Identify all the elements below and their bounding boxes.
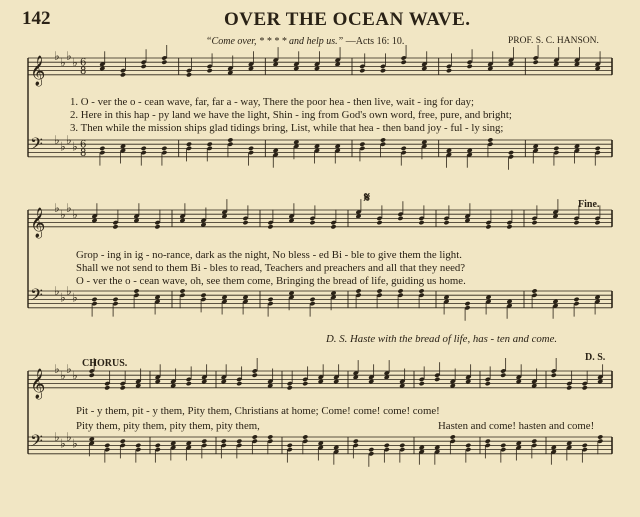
verse-2-line-a: 2. Here in this hap - py land we have the light, Shin - ing from God's own word, free, pure, and bright; xyxy=(70,109,512,121)
bass-note xyxy=(155,443,161,448)
treble-note xyxy=(434,377,440,382)
treble-note xyxy=(267,224,273,229)
treble-note xyxy=(566,385,572,390)
bass-clef: 𝄢 xyxy=(30,284,43,309)
treble-note xyxy=(309,220,315,225)
treble-note xyxy=(186,381,192,386)
bass-note xyxy=(368,447,374,452)
bass-note xyxy=(531,439,537,444)
bass-note xyxy=(120,439,126,444)
bass-note xyxy=(221,439,227,444)
treble-note xyxy=(112,224,118,229)
chorus-heading: CHORUS. xyxy=(82,358,128,369)
bass-note xyxy=(141,146,147,151)
bass-note xyxy=(200,293,206,298)
bass-note xyxy=(500,443,506,448)
bass-note xyxy=(487,137,493,142)
treble-note xyxy=(359,68,365,73)
treble-note xyxy=(330,224,336,229)
bass-clef: 𝄢 xyxy=(30,430,43,455)
bass-note xyxy=(380,137,386,142)
bass-note xyxy=(418,288,424,293)
treble-note xyxy=(376,220,382,225)
key-flat: ♭ xyxy=(60,290,66,305)
bass-note xyxy=(112,297,118,302)
treble-note xyxy=(573,220,579,225)
bass-note xyxy=(133,288,139,293)
bass-note xyxy=(582,443,588,448)
key-flat: ♭ xyxy=(60,436,66,451)
bass-note xyxy=(397,288,403,293)
bass-note xyxy=(186,142,192,147)
treble-note xyxy=(154,224,160,229)
treble-note xyxy=(161,60,167,65)
bass-note xyxy=(302,434,308,439)
bass-note xyxy=(597,434,603,439)
composer-credit: PROF. S. C. HANSON. xyxy=(508,36,599,46)
bass-note xyxy=(135,443,141,448)
treble-note xyxy=(531,220,537,225)
hymn-title: OVER THE OCEAN WAVE. xyxy=(224,9,471,30)
treble-note xyxy=(397,216,403,221)
key-flat: ♭ xyxy=(66,201,72,215)
verse-1-line-b: Grop - ing in ig - no-rance, dark as the night, No bless - ed Bi - ble to give them the light. xyxy=(76,249,462,261)
bass-note xyxy=(99,146,105,151)
bass-note xyxy=(401,146,407,151)
treble-note xyxy=(287,385,293,390)
chorus-treble-text: Pit - y them, pit - y them, Pity them, Christians at home; Come! come! come! come! xyxy=(76,405,440,417)
bass-note xyxy=(179,288,185,293)
treble-note xyxy=(380,68,386,73)
bass-note xyxy=(355,288,361,293)
treble-note xyxy=(467,64,473,69)
bass-note xyxy=(267,297,273,302)
bass-clef: 𝄢 xyxy=(30,133,43,158)
key-flat: ♭ xyxy=(72,139,78,154)
key-flat: ♭ xyxy=(72,290,78,305)
bass-note xyxy=(236,439,242,444)
key-flat: ♭ xyxy=(72,207,78,222)
key-flat: ♭ xyxy=(72,436,78,451)
treble-note xyxy=(141,64,147,69)
key-flat: ♭ xyxy=(54,201,60,215)
bass-note xyxy=(201,439,207,444)
key-flat: ♭ xyxy=(72,55,78,70)
scripture-quote: “Come over, * * * * and help us.” xyxy=(206,36,344,47)
treble-note xyxy=(485,224,491,229)
treble-note xyxy=(401,60,407,65)
bass-note xyxy=(252,434,258,439)
bass-note xyxy=(485,439,491,444)
time-sig: 8 xyxy=(80,65,87,77)
key-flat: ♭ xyxy=(60,55,66,70)
chorus-bass-text-left: Pity them, pity them, pity them, pity them, xyxy=(76,420,260,432)
treble-note xyxy=(485,381,491,386)
treble-note xyxy=(207,68,213,73)
bass-note xyxy=(227,137,233,142)
bass-note xyxy=(353,439,359,444)
treble-note xyxy=(446,68,452,73)
time-sig: 6 xyxy=(80,57,87,69)
key-flat: ♭ xyxy=(54,133,60,147)
key-flat: ♭ xyxy=(60,368,66,383)
treble-note xyxy=(120,72,126,77)
bass-note xyxy=(399,443,405,448)
treble-clef: 𝄞 xyxy=(30,368,46,399)
treble-note xyxy=(120,385,126,390)
bass-note xyxy=(376,288,382,293)
bass-note xyxy=(573,297,579,302)
bass-note xyxy=(207,142,213,147)
treble-note xyxy=(551,373,557,378)
key-flat: ♭ xyxy=(66,133,72,147)
key-flat: ♭ xyxy=(66,362,72,376)
bass-note xyxy=(287,443,293,448)
bass-note xyxy=(465,443,471,448)
bass-note xyxy=(104,443,110,448)
segno-sign: 𝄋 xyxy=(364,191,371,206)
bass-note xyxy=(450,434,456,439)
treble-note xyxy=(89,373,95,378)
ds-mark: D. S. xyxy=(585,352,606,363)
key-flat: ♭ xyxy=(54,362,60,376)
verse-2-line-b: Shall we not send to them Bi - bles to read, Teachers and preachers and all that they need? xyxy=(76,262,466,274)
treble-note xyxy=(419,381,425,386)
treble-note xyxy=(302,381,308,386)
treble-note xyxy=(582,385,588,390)
verse-3-line-a: 3. Then while the mission ships glad tidings bring, List, while that hea - then band joy - ful - ly sing; xyxy=(70,122,504,134)
key-flat: ♭ xyxy=(66,49,72,63)
bass-note xyxy=(161,146,167,151)
treble-clef: 𝄞 xyxy=(30,207,46,238)
key-flat: ♭ xyxy=(66,284,72,298)
treble-note xyxy=(506,224,512,229)
fine-mark: Fine. xyxy=(578,199,600,210)
treble-note xyxy=(242,220,248,225)
bass-note xyxy=(267,434,273,439)
key-flat: ♭ xyxy=(60,139,66,154)
key-flat: ♭ xyxy=(54,284,60,298)
bass-note xyxy=(359,142,365,147)
treble-note xyxy=(252,373,258,378)
treble-note xyxy=(500,373,506,378)
chorus-bass-text-right: Hasten and come! hasten and come! xyxy=(438,420,595,432)
time-sig: 6 xyxy=(80,139,87,151)
key-flat: ♭ xyxy=(54,49,60,63)
bass-note xyxy=(91,297,97,302)
treble-note xyxy=(186,72,192,77)
scripture-line xyxy=(206,36,404,47)
key-flat: ♭ xyxy=(54,430,60,444)
bass-note xyxy=(595,146,601,151)
treble-note xyxy=(443,220,449,225)
treble-note xyxy=(594,220,600,225)
scripture-ref: —Acts 16: 10. xyxy=(345,36,405,47)
ds-refrain-line: D. S. Haste with the bread of life, has - ten and come. xyxy=(326,333,558,345)
key-flat: ♭ xyxy=(66,430,72,444)
key-flat: ♭ xyxy=(60,207,66,222)
bass-note xyxy=(553,146,559,151)
treble-note xyxy=(418,220,424,225)
treble-clef: 𝄞 xyxy=(30,55,46,86)
key-flat: ♭ xyxy=(72,368,78,383)
treble-note xyxy=(533,60,539,65)
page-number: 142 xyxy=(22,8,51,29)
treble-note xyxy=(104,385,110,390)
bass-note xyxy=(464,301,470,306)
bass-note xyxy=(531,288,537,293)
verse-1-line-a: 1. O - ver the o - cean wave, far, far a - way, There the poor hea - then live, wait - ing for day; xyxy=(70,96,474,108)
verse-3-line-b: O - ver the o - cean wave, oh, see them come, Bringing the bread of life, guiding us home. xyxy=(76,275,466,287)
bass-note xyxy=(508,150,514,155)
treble-note xyxy=(236,381,242,386)
time-sig: 8 xyxy=(80,147,87,159)
bass-note xyxy=(309,297,315,302)
bass-note xyxy=(248,146,254,151)
bass-note xyxy=(384,443,390,448)
